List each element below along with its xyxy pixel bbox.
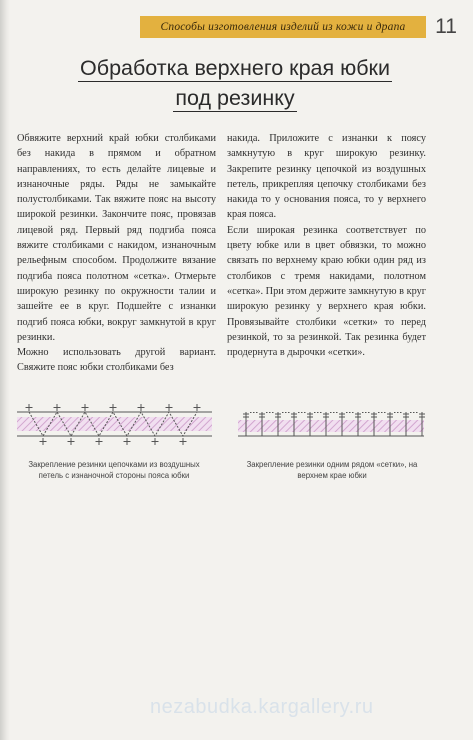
figure-caption-right: Закрепление резинки одним рядом «сетки», на верхнем крае юбки xyxy=(246,460,418,481)
article-title-line-1: Обработка верхнего края юбки xyxy=(80,56,390,80)
elastic-band xyxy=(238,420,424,432)
body-paragraph: накида. Приложите с изнанки к поясу замкнутую в круг широкую резинку. Закрепите резинку цепочкой из воздушных петель, прикрепляя цепочку столбиками без накида то у основания пояса, то у верхнего края пояса. xyxy=(227,133,426,221)
running-header-band xyxy=(140,16,426,38)
page-spine xyxy=(0,0,10,740)
body-paragraph: Если широкая резинка соответствует по цвету юбке или в цвет обвязки, то можно связать по верхнему краю юбки один ряд из столбиков с тремя накидами, полотном «сетка». При этом держите замкнутую в круг широкую резинку у верхнего края юбки. Провязывайте столбики «сетки» то перед резинкой, то за резинкой. Так резинка будет продернута в дырочки «сетки». xyxy=(227,224,426,359)
stitch-marks-bottom xyxy=(40,438,187,445)
text-column-left xyxy=(17,131,216,376)
article-title xyxy=(20,55,450,115)
running-header-title: Способы изготовления изделий из кожи и драпа xyxy=(160,21,406,33)
figure-caption-left: Закрепление резинки цепочками из воздушных петель с изнаночной стороны пояса юбки xyxy=(28,460,200,481)
article-title-line-2: под резинку xyxy=(175,86,295,110)
body-paragraph: Обвяжите верхний край юбки столбиками без накида в прямом и обратном направлениях, то есть делайте лицевые и изнаночные ряды. Ряды не замыкайте полустолбиками. Так вяжите пояс на высоту широкой резинки. Закончите пояс, провязав лицевой ряд. Первый ряд подгиба пояса вяжите столбиками с накидом, изнаночным рельефным способом. Продолжите вязание подгиба пояса полотном «сетка». Отмерьте широкую резинку по окружности талии и зашейте ее в круг. Подшейте с изнанки подгиб пояса юбки, вокруг замкнутой в круг резинки. xyxy=(17,133,216,343)
page-number: 11 xyxy=(435,15,457,38)
elastic-band xyxy=(17,417,212,431)
site-watermark: nezabudka.kargallery.ru xyxy=(150,696,374,718)
stitch-marks-top xyxy=(26,404,201,411)
body-paragraph: Можно использовать другой вариант. Свяжите пояс юбки столбиками без xyxy=(17,347,216,374)
mesh-row-diagram xyxy=(232,400,430,458)
text-column-right xyxy=(227,131,426,360)
mesh-stitch-crossbars xyxy=(243,414,425,417)
chain-stitch-diagram xyxy=(17,400,212,458)
